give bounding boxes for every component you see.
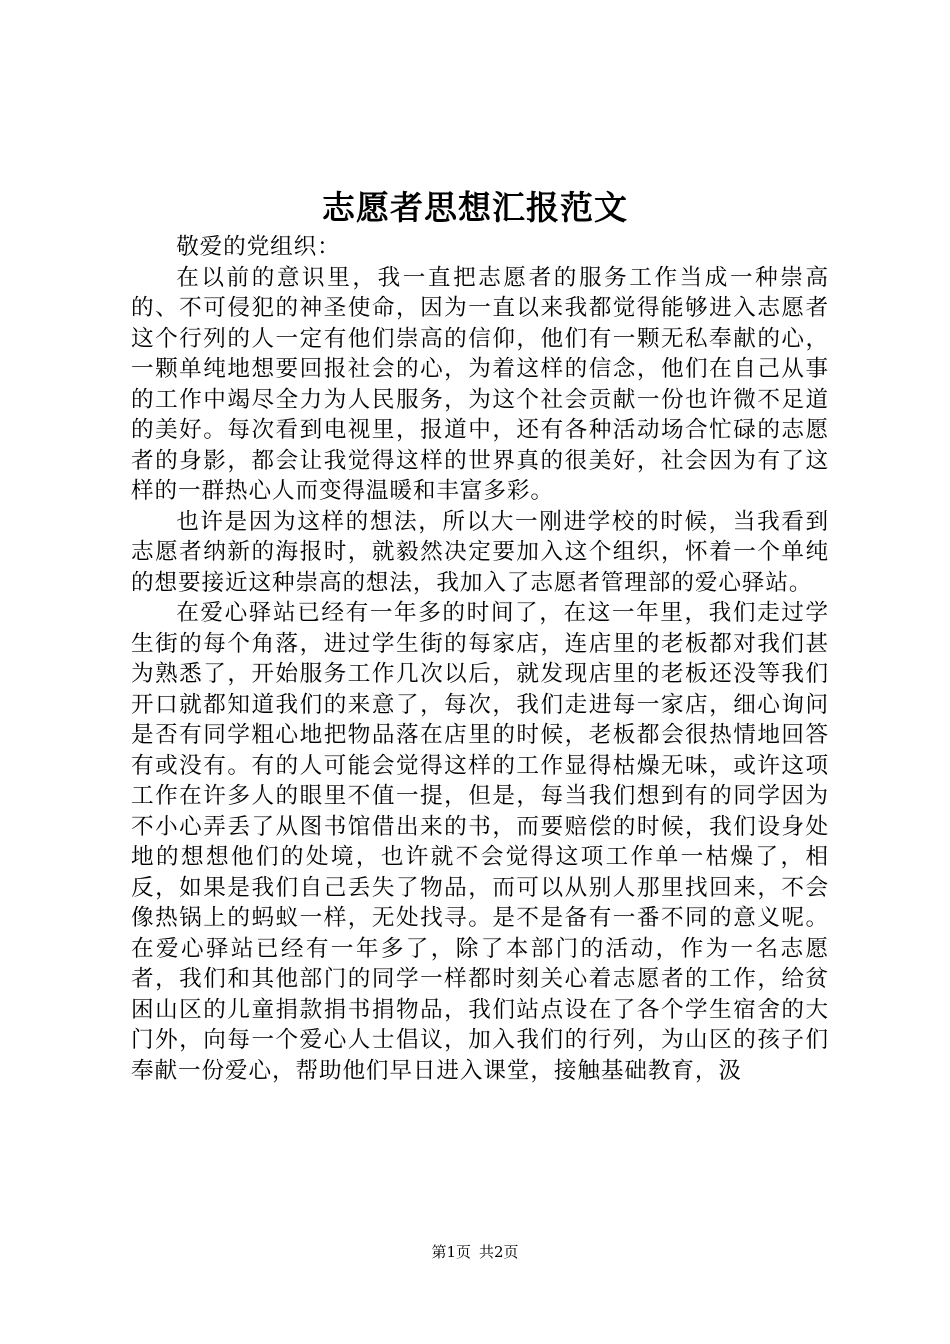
page-footer [0, 1242, 950, 1262]
paragraph-3: 在爱心驿站已经有一年多的时间了，在这一年里，我们走过学生街的每个角落，进过学生街的每家店，连店里的老板都对我们甚为熟悉了，开始服务工作几次以后，就发现店里的老板还没等我们开口就都知道我们的来意了，每次，我们走进每一家店，细心询问是否有同学粗心地把物品落在店里的时候，老板都会很热情地回答有或没有。有的人可能会觉得这样的工作显得枯燥无味，或许这项工作在许多人的眼里不值一提，但是，每当我们想到有的同学因为不小心弄丢了从图书馆借出来的书，而要赔偿的时候，我们设身处地的想想他们的处境，也许就不会觉得这项工作单一枯燥了，相反，如果是我们自己丢失了物品，而可以从别人那里找回来，不会像热锅上的蚂蚁一样，无处找寻。是不是备有一番不同的意义呢。在爱心驿站已经有一年多了，除了本部门的活动，作为一名志愿者，我们和其他部门的同学一样都时刻关心着志愿者的工作，给贫困山区的儿童捐款捐书捐物品，我们站点设在了各个学生宿舍的大门外，向每一个爱心人士倡议，加入我们的行列，为山区的孩子们奉献一份爱心，帮助他们早日进入课堂，接触基础教育，汲 [131, 600, 829, 1084]
document-body [131, 232, 829, 1086]
paragraph-2: 也许是因为这样的想法，所以大一刚进学校的时候，当我看到志愿者纳新的海报时，就毅然决定要加入这个组织，怀着一个单纯的想要接近这种崇高的想法，我加入了志愿者管理部的爱心驿站。 [131, 508, 829, 596]
page-total: 共2页 [479, 1243, 519, 1261]
paragraph-1: 在以前的意识里，我一直把志愿者的服务工作当成一种崇高的、不可侵犯的神圣使命，因为一直以来我都觉得能够进入志愿者这个行列的人一定有他们崇高的信仰，他们有一颗无私奉献的心，一颗单纯地想要回报社会的心，为着这样的信念，他们在自己从事的工作中竭尽全力为人民服务，为这个社会贡献一份也许微不足道的美好。每次看到电视里，报道中，还有各种活动场合忙碌的志愿者的身影，都会让我觉得这样的世界真的很美好，社会因为有了这样的一群热心人而变得温暖和丰富多彩。 [131, 264, 829, 504]
salutation: 敬爱的党组织： [176, 234, 341, 260]
document-title: 志愿者思想汇报范文 [322, 188, 628, 227]
page-number: 第1页 [431, 1243, 471, 1261]
